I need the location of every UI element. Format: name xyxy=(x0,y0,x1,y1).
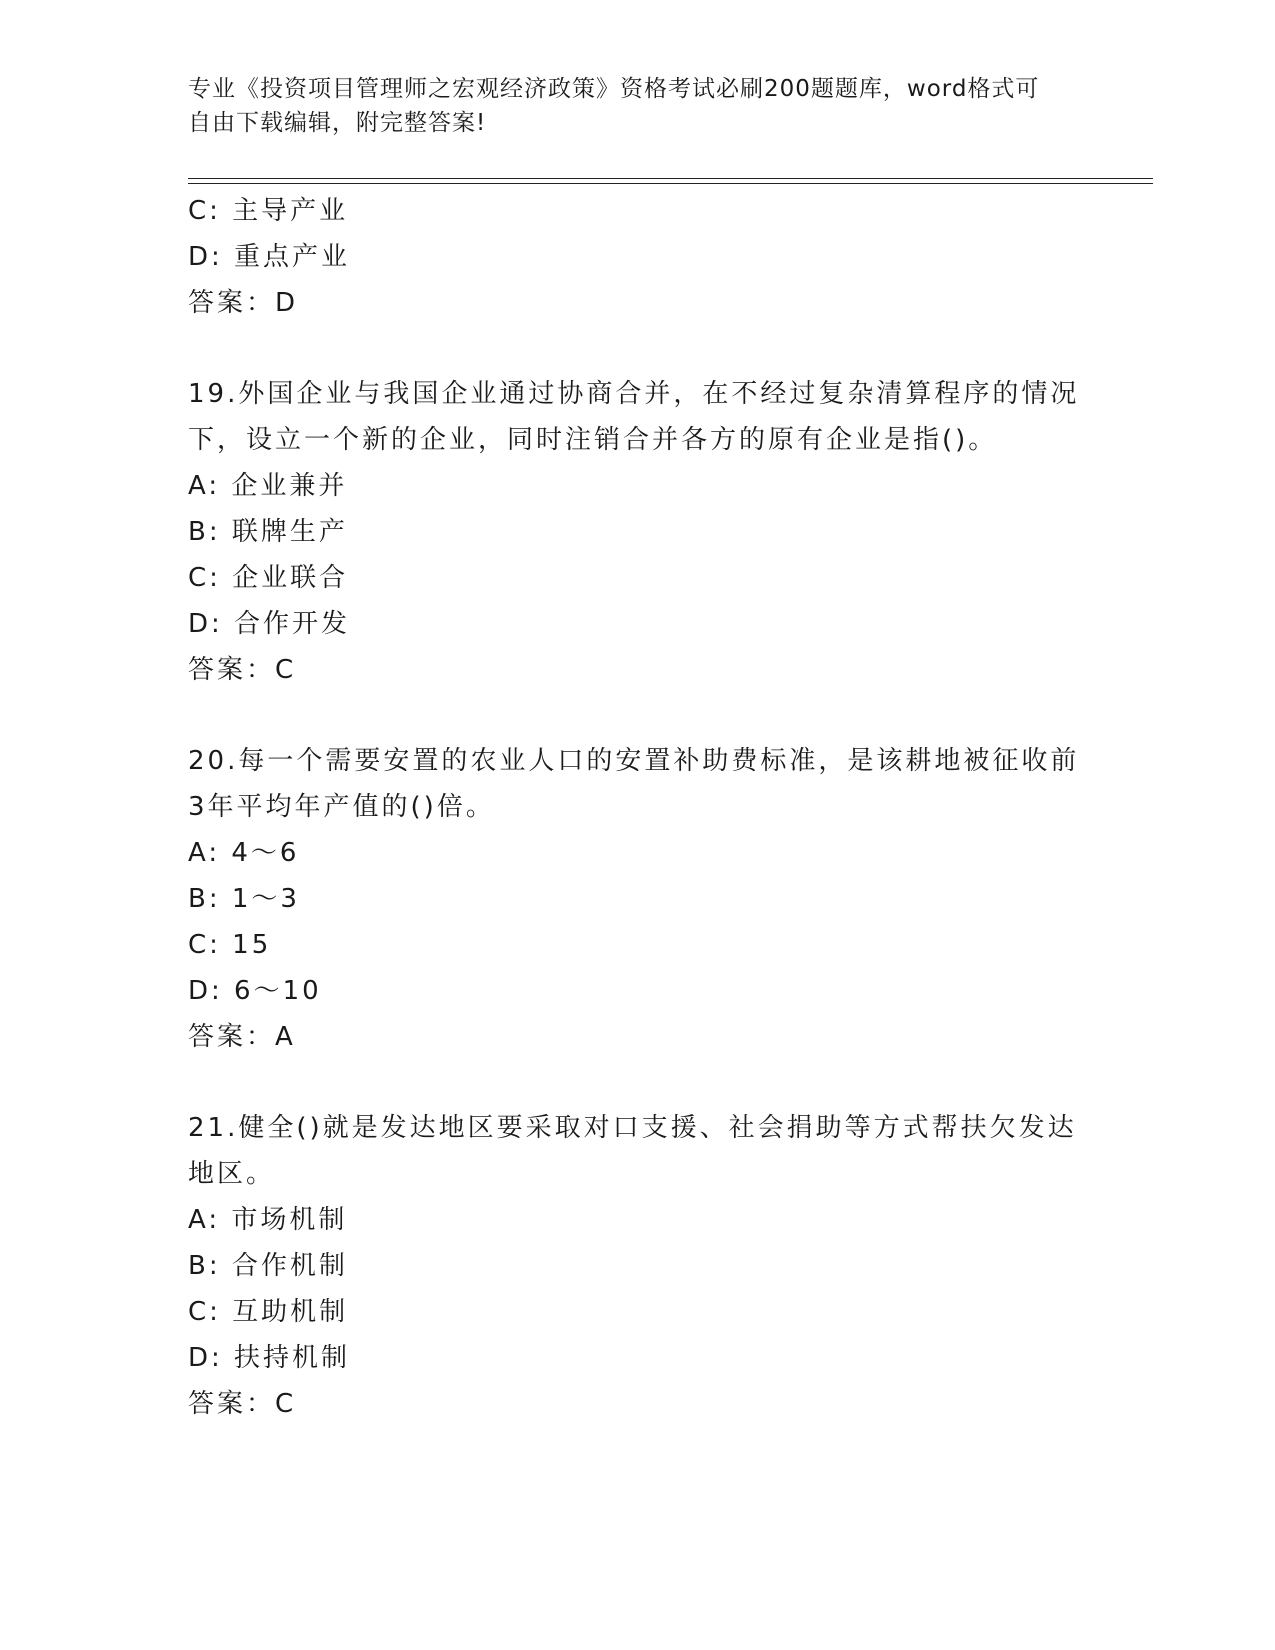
document-header xyxy=(188,72,1068,140)
option-d: D: 重点产业 xyxy=(188,242,351,272)
answer: 答案：D xyxy=(188,288,299,318)
question-18-tail xyxy=(188,188,1088,326)
option-b: B: 联牌生产 xyxy=(188,517,348,547)
question-21 xyxy=(188,1105,1088,1427)
question-stem-line-1: 21.健全()就是发达地区要采取对口支援、社会捐助等方式帮扶欠发达 xyxy=(188,1113,1077,1143)
header-divider-top xyxy=(188,178,1153,179)
answer: 答案：A xyxy=(188,1022,296,1052)
header-divider-bottom xyxy=(188,183,1153,184)
option-c: C: 企业联合 xyxy=(188,563,349,593)
question-stem-line-2: 地区。 xyxy=(188,1159,276,1189)
question-stem-line-2: 下，设立一个新的企业，同时注销合并各方的原有企业是指()。 xyxy=(188,425,998,455)
question-stem-line-1: 19.外国企业与我国企业通过协商合并，在不经过复杂清算程序的情况 xyxy=(188,379,1080,409)
option-d: D: 6～10 xyxy=(188,976,322,1006)
question-19 xyxy=(188,371,1088,693)
option-c: C: 互助机制 xyxy=(188,1297,349,1327)
option-b: B: 1～3 xyxy=(188,884,300,914)
option-a: A: 企业兼并 xyxy=(188,471,348,501)
answer: 答案：C xyxy=(188,1389,297,1419)
option-c: C: 15 xyxy=(188,930,272,960)
option-a: A: 4～6 xyxy=(188,838,300,868)
question-list xyxy=(188,188,1088,1427)
option-c: C: 主导产业 xyxy=(188,196,349,226)
header-line-1: 专业《投资项目管理师之宏观经济政策》资格考试必刷200题题库，word格式可 xyxy=(188,76,1040,102)
header-line-2: 自由下载编辑，附完整答案! xyxy=(188,110,487,136)
question-stem-line-2: 3年平均年产值的()倍。 xyxy=(188,792,495,822)
option-b: B: 合作机制 xyxy=(188,1251,348,1281)
question-20 xyxy=(188,738,1088,1060)
answer: 答案：C xyxy=(188,655,297,685)
option-d: D: 扶持机制 xyxy=(188,1343,351,1373)
question-stem-line-1: 20.每一个需要安置的农业人口的安置补助费标准，是该耕地被征收前 xyxy=(188,746,1080,776)
option-d: D: 合作开发 xyxy=(188,609,351,639)
option-a: A: 市场机制 xyxy=(188,1205,348,1235)
